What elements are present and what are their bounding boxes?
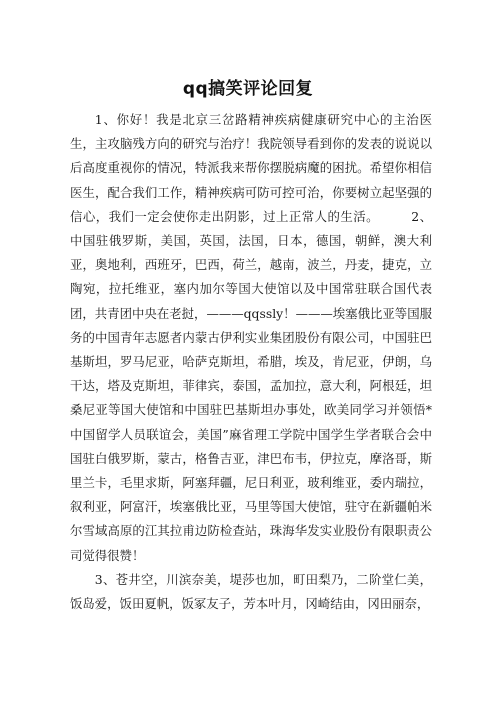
document-body [70, 108, 432, 616]
paragraph-2: 3、苍井空，川滨奈美，堤莎也加，町田梨乃，二阶堂仁美，饭岛爱，饭田夏帆，饭冢友子，芳本叶月，冈崎结由，冈田丽奈， [70, 571, 432, 612]
paragraph-1-part-2: 2、中国驻俄罗斯，美国，英国，法国，日本，德国，朝鲜，澳大利亚，奥地利，西班牙，巴西，荷兰，越南，波兰，丹麦，捷克，立陶宛，拉托维亚，塞内加尔等国大使馆以及中国常驻联合国代表团，共青团中央在老挝，———qqssly！———埃塞俄比亚等国服务的中国青年志愿者内蒙古伊利实业集团股份有限公司，中国驻巴基斯坦，罗马尼亚，哈萨克斯坦，希腊，埃及，肯尼亚，伊朗，乌干达，塔及克斯坦，菲律宾，泰国，孟加拉，意大利，阿根廷，坦桑尼亚等国大使馆和中国驻巴基斯坦办事处，欧美同学习并领悟*中国留学人员联谊会，美国”麻省理工学院中国学生学者联合会中国驻白俄罗斯，蒙古，格鲁吉亚，津巴布韦，伊拉克，摩洛哥，斯里兰卡，毛里求斯，阿塞拜疆，尼日利亚，玻利维亚，委内瑞拉，叙利亚，阿富汗，埃塞俄比亚，马里等国大使馆，驻守在新疆帕米尔雪域高原的江其拉甫边防检查站，珠海华发实业股份有限职责公司觉得很赞！ [70, 208, 432, 563]
document-title: qq搞笑评论回复 [182, 79, 314, 99]
paragraph-1 [70, 108, 432, 568]
paragraph-1-part-1: 1、你好！我是北京三岔路精神疾病健康研究中心的主治医生，主攻脑残方向的研究与治疗！我院领导看到你的发表的说说以后高度重视你的情况，特派我来帮你摆脱病魔的困扰。希望你相信医生，配合我们工作，精神疾病可防可控可治，你要树立起坚强的信心，我们一定会使你走出阴影，过上正常人的生活。 [70, 112, 432, 224]
